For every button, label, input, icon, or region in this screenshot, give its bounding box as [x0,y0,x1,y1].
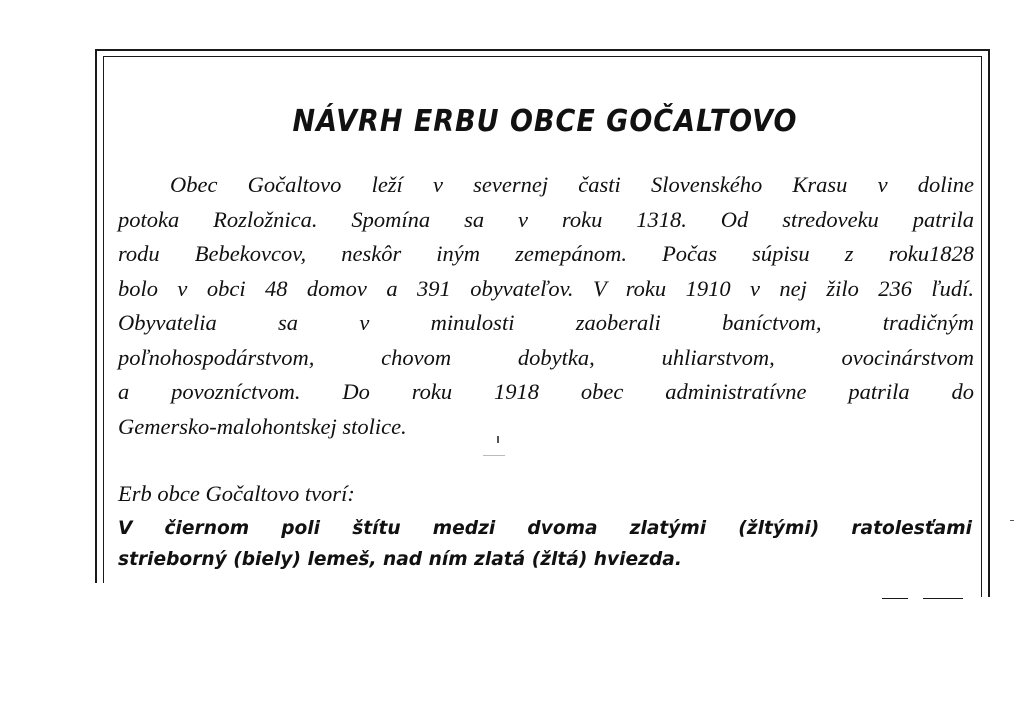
document-title: NÁVRH ERBU OBCE GOČALTOVO [292,104,798,139]
paragraph-line: bolo v obci 48 domov a 391 obyvateľov. V roku 1910 v nej žilo 236 ľudí. [118,275,974,301]
frame-bottom-fragment [923,598,963,599]
erb-description [118,513,972,575]
paragraph-line: Obyvatelia sa v minulosti zaoberali baníctvom, tradičným [118,310,974,335]
paragraph-line: poľnohospodárstvom, chovom dobytka, uhliarstvom, ovocinárstvom [118,344,974,370]
scan-speck [483,455,505,456]
frame-top-outer-rule [95,49,990,51]
history-paragraph [118,168,974,444]
paragraph-line: a povozníctvom. Do roku 1918 obec administratívne patrila do [118,379,974,404]
paragraph-line: Gemersko-malohontskej stolice. [118,413,407,439]
erb-description-line: V čiernom poli štítu medzi dvoma zlatými (žltými) ratolesťami [118,518,972,539]
scan-speck [1010,520,1014,521]
paragraph-line: Obec Gočaltovo leží v severnej časti Slovenského Krasu v doline [170,172,974,197]
paragraph-line: potoka Rozložnica. Spomína sa v roku 1318. Od stredoveku patrila [118,206,974,232]
frame-bottom-fragment [882,598,908,599]
erb-lead-text: Erb obce Gočaltovo tvorí: [118,481,355,506]
frame-top-inner-rule [103,56,981,57]
paragraph-line: rodu Bebekovcov, neskôr iným zemepánom. Počas súpisu z roku1828 [118,241,974,266]
erb-description-line: strieborný (biely) lemeš, nad ním zlatá (žltá) hviezda. [118,549,682,570]
scan-speck [497,436,499,443]
